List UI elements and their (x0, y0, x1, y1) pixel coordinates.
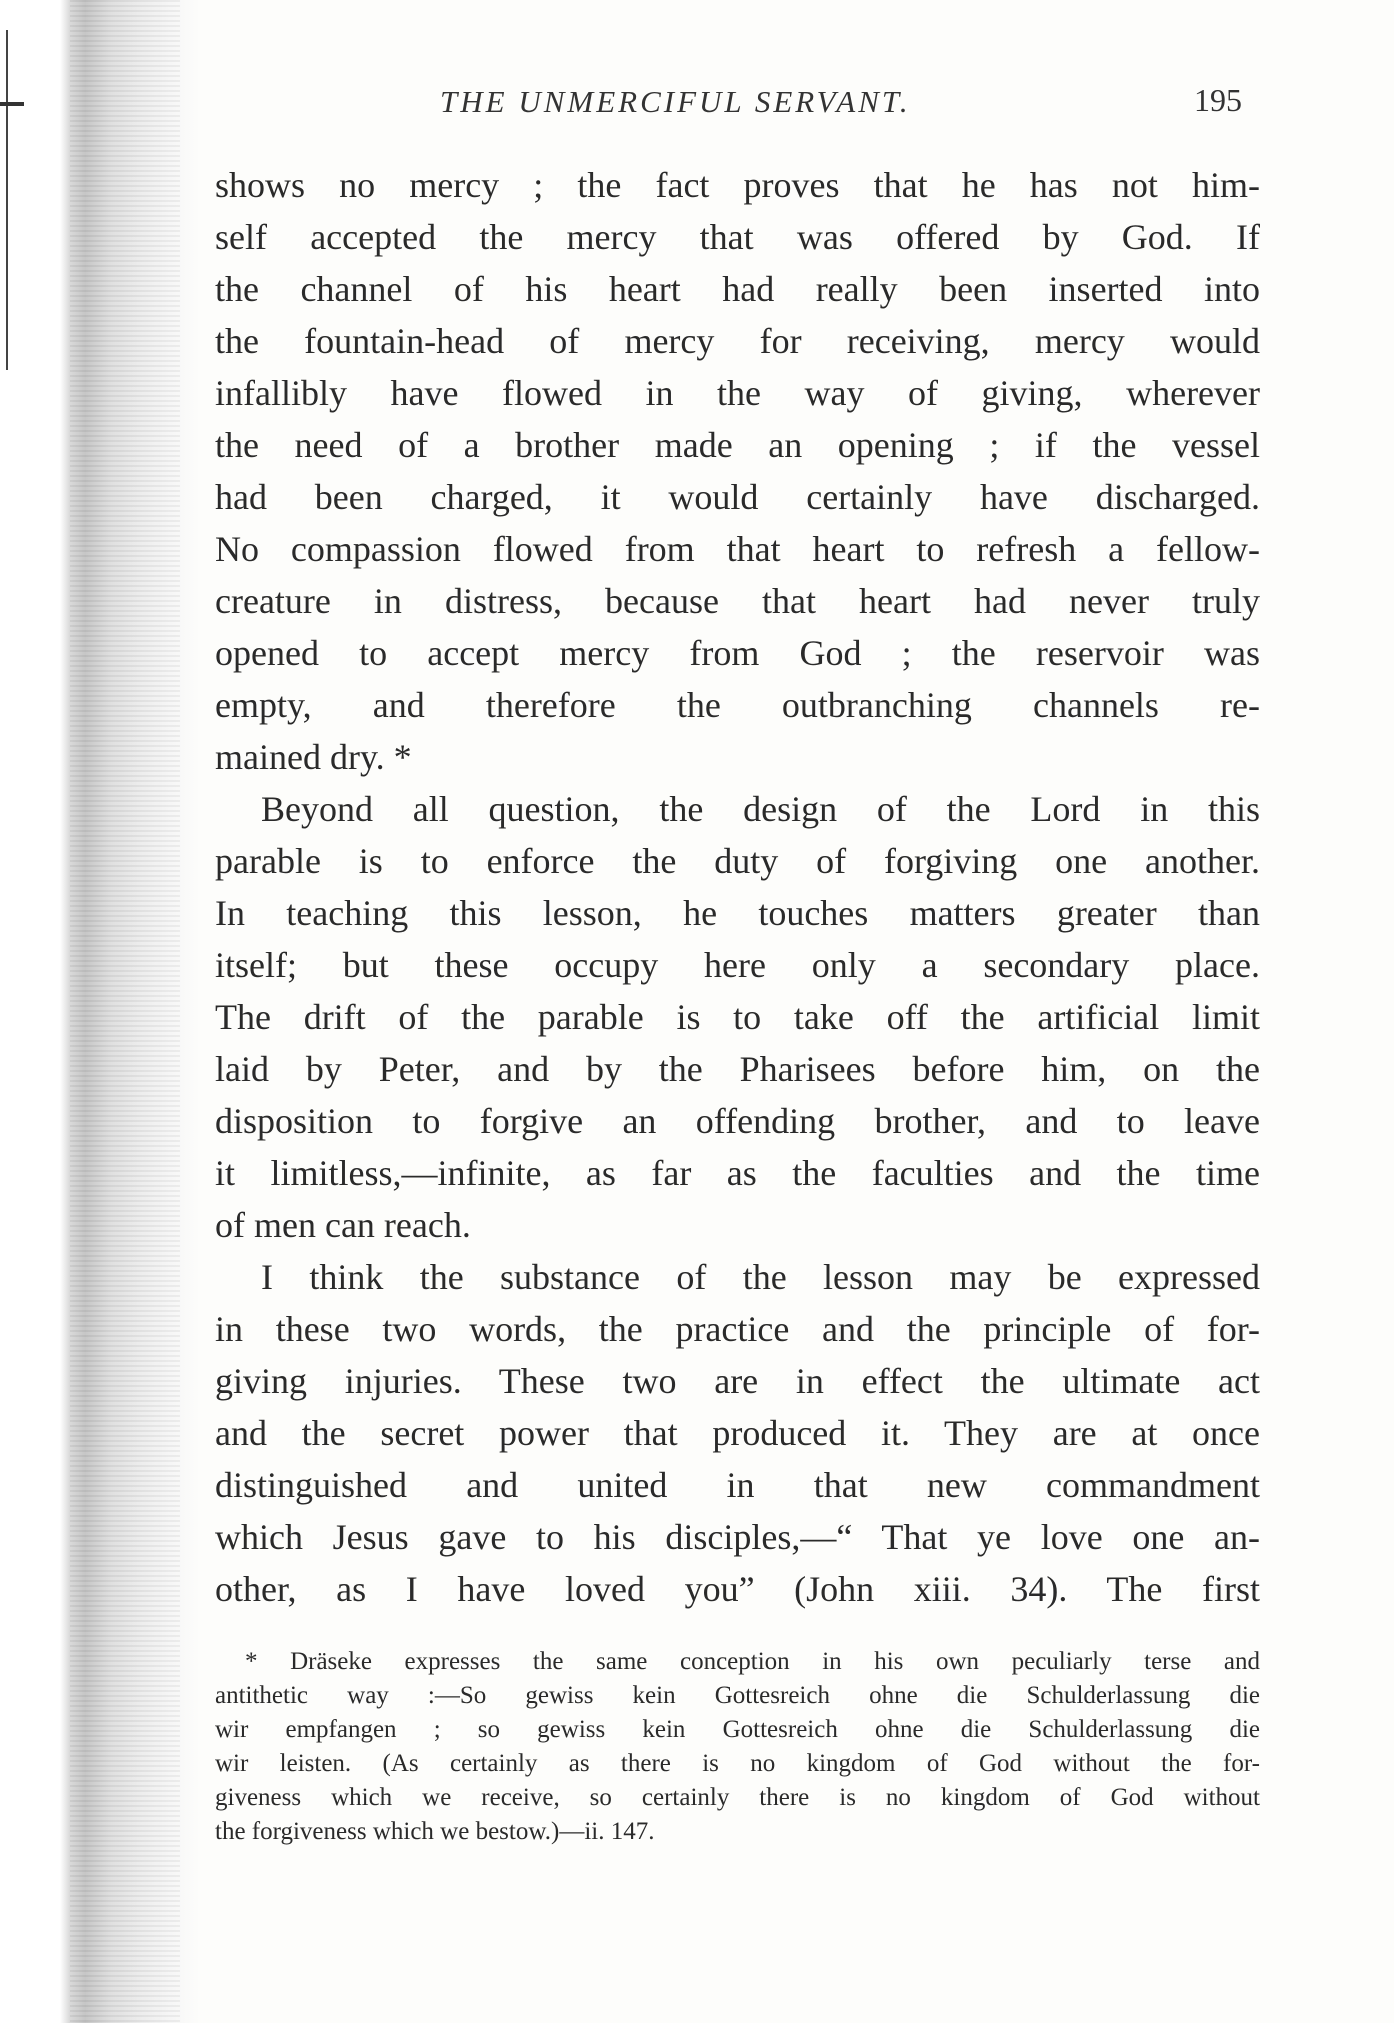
page-edge-tick (0, 102, 24, 106)
body-line: disposition to forgive an offending brother, and to leave (215, 1101, 1260, 1141)
body-line: laid by Peter, and by the Pharisees before him, on the (215, 1049, 1260, 1089)
footnote-line: antithetic way :—So gewiss kein Gottesreich ohne die Schulderlassung die (215, 1682, 1260, 1709)
body-line: The drift of the parable is to take off the artificial limit (215, 997, 1260, 1037)
body-line: in these two words, the practice and the principle of for- (215, 1309, 1260, 1349)
body-line: of men can reach. (215, 1205, 471, 1245)
body-line: self accepted the mercy that was offered by God. If (215, 217, 1260, 257)
page-number: 195 (1194, 82, 1242, 118)
body-line: the need of a brother made an opening ; if the vessel (215, 425, 1260, 465)
body-line: which Jesus gave to his disciples,—“ That ye love one an- (215, 1517, 1260, 1557)
body-line: itself; but these occupy here only a secondary place. (215, 945, 1260, 985)
body-text (215, 159, 1260, 1615)
body-line: parable is to enforce the duty of forgiving one another. (215, 841, 1260, 881)
body-line: Beyond all question, the design of the Lord in this (261, 789, 1260, 829)
body-line: I think the substance of the lesson may be expressed (261, 1257, 1260, 1297)
body-line: the channel of his heart had really been inserted into (215, 269, 1260, 309)
body-line: creature in distress, because that heart had never truly (215, 581, 1260, 621)
body-line: had been charged, it would certainly have discharged. (215, 477, 1260, 517)
page-gutter-shadow (0, 0, 200, 2023)
body-line: mained dry. * (215, 737, 412, 777)
body-line: empty, and therefore the outbranching channels re- (215, 685, 1260, 725)
running-title: THE UNMERCIFUL SERVANT. (440, 84, 911, 119)
body-line: infallibly have flowed in the way of giving, wherever (215, 373, 1260, 413)
body-line: the fountain-head of mercy for receiving, mercy would (215, 321, 1260, 361)
body-line: In teaching this lesson, he touches matters greater than (215, 893, 1260, 933)
body-line: giving injuries. These two are in effect the ultimate act (215, 1361, 1260, 1401)
body-line: shows no mercy ; the fact proves that he has not him- (215, 165, 1260, 205)
body-line: it limitless,—infinite, as far as the faculties and the time (215, 1153, 1260, 1193)
footnote-line: wir empfangen ; so gewiss kein Gottesreich ohne die Schulderlassung die (215, 1716, 1260, 1743)
footnote-line: the forgiveness which we bestow.)—ii. 147. (215, 1818, 655, 1845)
footnote-line: giveness which we receive, so certainly there is no kingdom of God without (215, 1784, 1260, 1811)
footnote-line: * Dräseke expresses the same conception in his own peculiarly terse and (245, 1648, 1260, 1675)
body-line: distinguished and united in that new commandment (215, 1465, 1260, 1505)
footnote (215, 1645, 1260, 1849)
body-line: and the secret power that produced it. They are at once (215, 1413, 1260, 1453)
body-line: No compassion flowed from that heart to refresh a fellow- (215, 529, 1260, 569)
body-line: other, as I have loved you” (John xiii. 34). The first (215, 1569, 1260, 1609)
page-edge-mark (6, 30, 8, 370)
footnote-line: wir leisten. (As certainly as there is no kingdom of God without the for- (215, 1750, 1260, 1777)
body-line: opened to accept mercy from God ; the reservoir was (215, 633, 1260, 673)
